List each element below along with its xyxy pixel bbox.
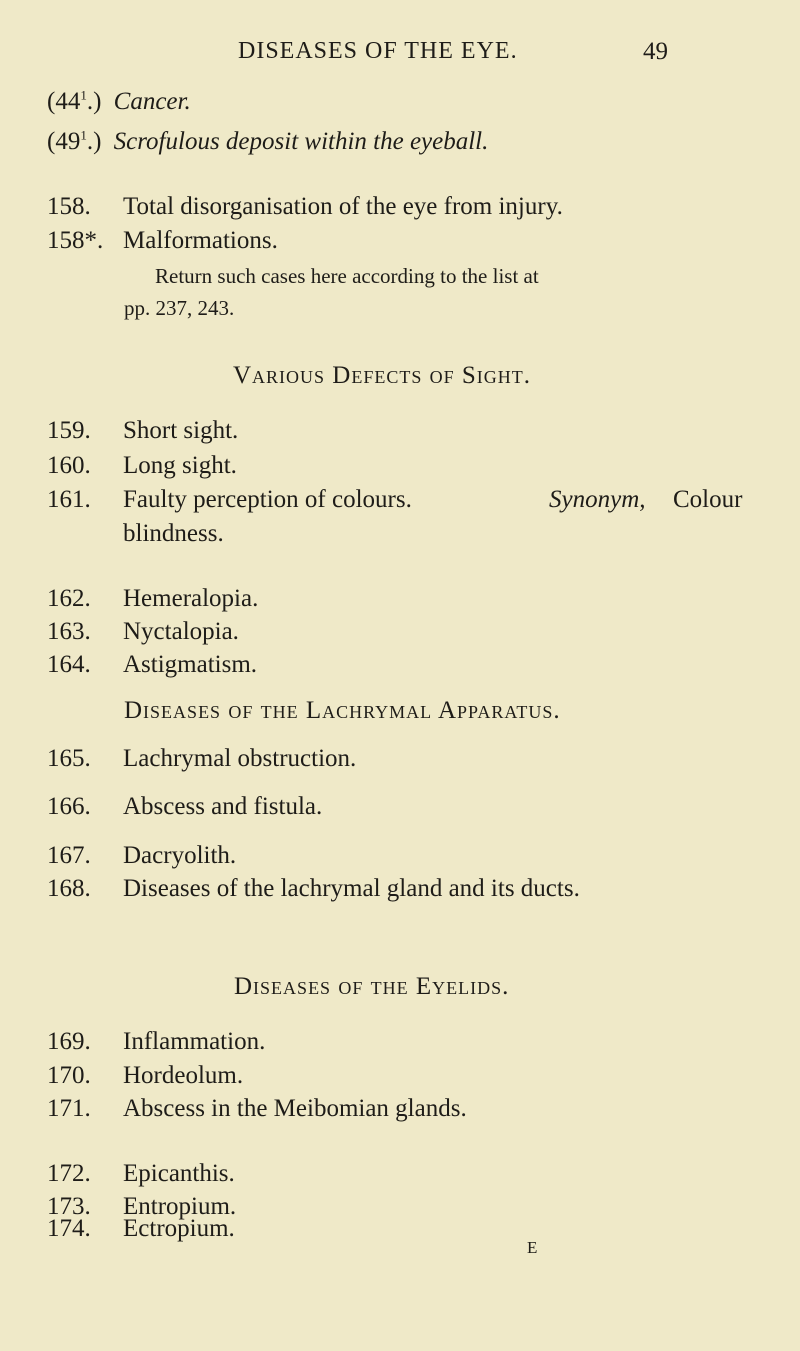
item-text: Diseases of the lachrymal gland and its ducts. [123,875,580,902]
item-number: $(44^1.)$ [47,88,102,116]
item-text: Faulty perception of colours. [123,486,412,513]
item-number: 162. [47,585,91,612]
item-number: 158. [47,193,91,220]
running-title: DISEASES OF THE EYE. [238,38,518,64]
item-text: Scrofulous deposit within the eyeball. [113,128,489,156]
section-heading: Diseases of the Lachrymal Apparatus. [124,697,561,724]
item-number: 173. [47,1193,91,1220]
item-text: Inflammation. [123,1028,266,1055]
item-number: 163. [47,618,91,645]
item-text: Dacryolith. [123,842,237,869]
item-text: Abscess and fistula. [123,793,323,820]
synonym-label: Synonym, [549,486,646,513]
item-text: Astigmatism. [123,651,258,678]
note-line: pp. 237, 243. [124,296,235,320]
item-number: 161. [47,486,91,513]
signature-mark: E [527,1238,538,1257]
item-text: Cancer. [113,88,191,116]
item-number: 160. [47,452,91,479]
item-text: Colour [673,486,743,513]
item-number: 166. [47,793,91,820]
list-item [47,88,191,116]
item-text: Hemeralopia. [123,585,259,612]
item-text: Malformations. [123,227,278,254]
item-text: Long sight. [123,452,237,479]
item-text: Lachrymal obstruction. [123,745,357,772]
item-text: Ectropium. [123,1215,235,1242]
page-number: 49 [643,38,668,65]
item-number: $(49^1.)$ [47,128,102,156]
section-heading: Various Defects of Sight. [233,362,532,389]
item-number: 165. [47,745,91,772]
item-text: Short sight. [123,417,239,444]
item-number: 168. [47,875,91,902]
item-number: 158*. [47,227,104,254]
item-number: 169. [47,1028,91,1055]
running-header [0,38,800,68]
item-text: Epicanthis. [123,1160,235,1187]
item-text: Hordeolum. [123,1062,244,1089]
item-number: 171. [47,1095,91,1122]
item-continuation: blindness. [123,520,224,547]
item-number: 170. [47,1062,91,1089]
item-number: 167. [47,842,91,869]
item-number: 159. [47,417,91,444]
list-item [47,128,488,156]
item-number: 172. [47,1160,91,1187]
item-text: Entropium. [123,1193,237,1220]
item-text: Total disorganisation of the eye from injury. [123,193,563,220]
item-number: 174. [47,1215,91,1242]
item-text: Abscess in the Meibomian glands. [123,1095,467,1122]
section-heading: Diseases of the Eyelids. [234,973,510,1000]
item-text: Nyctalopia. [123,618,239,645]
note-line: Return such cases here according to the list at [155,264,539,288]
item-number: 164. [47,651,91,678]
